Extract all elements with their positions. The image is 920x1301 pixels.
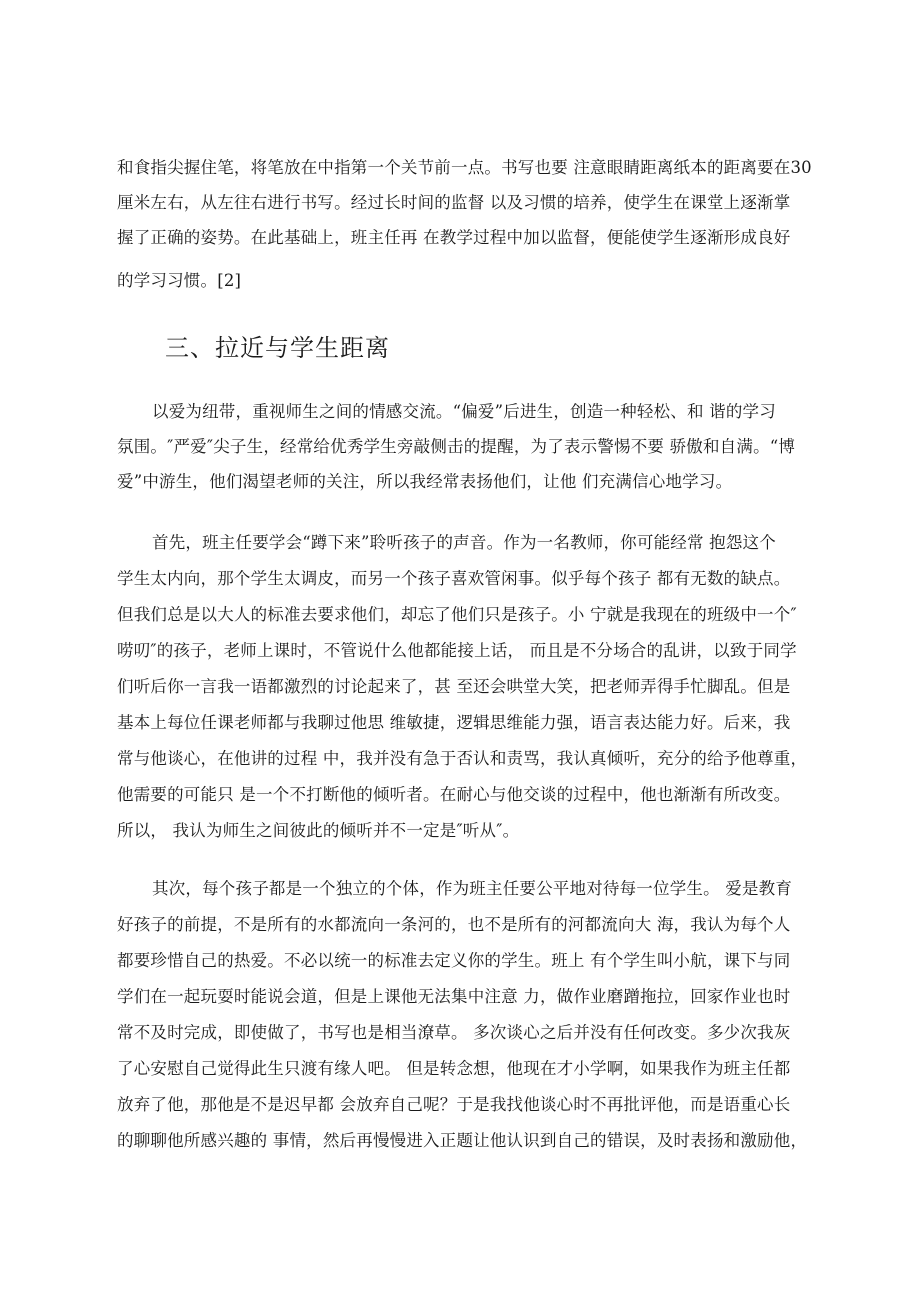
paragraph-1-line: 握了正确的姿势。在此基础上，班主任再 在教学过程中加以监督，便能使学生逐渐形成良好 [117,228,791,247]
paragraph-2-line: 氛围。″严爱″尖子生，经常给优秀学生旁敲侧击的提醒，为了表示警惕不要 骄傲和自满。“博 [117,437,796,456]
paragraph-3-line: 们听后你一言我一语都激烈的讨论起来了，甚 至还会哄堂大笑，把老师弄得手忙脚乱。但是 [117,677,791,696]
paragraph-3-line: 所以， 我认为师生之间彼此的倾听并不一定是″听从″。 [117,821,520,840]
paragraph-1-line: 的学习习惯。[2] [117,271,242,290]
paragraph-4-line: 了心安慰自己觉得此生只渡有缘人吧。 但是转念想，他现在才小学啊，如果我作为班主任都 [117,1059,791,1078]
paragraph-4-line: 其次，每个孩子都是一个独立的个体，作为班主任要公平地对待每一位学生。 爱是教育 [152,879,793,898]
paragraph-4-line: 学们在一起玩耍时能说会道，但是上课他无法集中注意 力，做作业磨蹭拖拉，回家作业也时 [117,987,791,1006]
paragraph-3-line: 唠叨″的孩子，老师上课时，不管说什么他都能接上话， 而且是不分场合的乱讲，以致于同学 [117,641,797,660]
paragraph-3-line: 基本上每位任课老师都与我聊过他思 维敏捷，逻辑思维能力强，语言表达能力好。后来，我 [117,713,791,732]
paragraph-3-line: 他需要的可能只 是一个不打断他的倾听者。在耐心与他交谈的过程中，他也渐渐有所改变。 [117,785,791,804]
paragraph-4-line: 的聊聊他所感兴趣的 事情，然后再慢慢进入正题让他认识到自己的错误，及时表扬和激励他， [117,1131,808,1150]
paragraph-3-line: 学生太内向，那个学生太调皮，而另一个孩子喜欢管闲事。似乎每个孩子 都有无数的缺点。 [117,569,791,588]
paragraph-4-line: 都要珍惜自己的热爱。不必以统一的标准去定义你的学生。班上 有个学生叫小航，课下与同 [117,951,791,970]
paragraph-3-line: 但我们总是以大人的标准去要求他们，却忘了他们只是孩子。小 宁就是我现在的班级中一个″ [117,605,797,624]
paragraph-3-line: 首先，班主任要学会“蹲下来”聆听孩子的声音。作为一名教师，你可能经常 抱怨这个 [152,533,776,552]
paragraph-2-line: 以爱为纽带，重视师生之间的情感交流。“偏爱”后进生，创造一种轻松、和 谐的学习 [152,402,776,421]
paragraph-1-line: 和食指尖握住笔，将笔放在中指第一个关节前一点。书写也要 注意眼睛距离纸本的距离要在30 [117,158,812,177]
paragraph-4-line: 放弃了他，那他是不是迟早都 会放弃自己呢？于是我找他谈心时不再批评他，而是语重心长 [117,1095,791,1114]
paragraph-3-line: 常与他谈心，在他讲的过程 中，我并没有急于否认和责骂，我认真倾听，充分的给予他尊重， [117,749,808,768]
paragraph-2-line: 爱”中游生，他们渴望老师的关注，所以我经常表扬他们，让他 们充满信心地学习。 [117,472,733,491]
paragraph-4-line: 好孩子的前提，不是所有的水都流向一条河的，也不是所有的河都流向大 海，我认为每个人 [117,915,791,934]
section-heading: 三、拉近与学生距离 [165,334,390,362]
paragraph-4-line: 常不及时完成，即使做了，书写也是相当潦草。 多次谈心之后并没有任何改变。多少次我灰 [117,1023,791,1042]
paragraph-1-line: 厘米左右，从左往右进行书写。经过长时间的监督 以及习惯的培养，使学生在课堂上逐渐掌 [117,193,791,212]
